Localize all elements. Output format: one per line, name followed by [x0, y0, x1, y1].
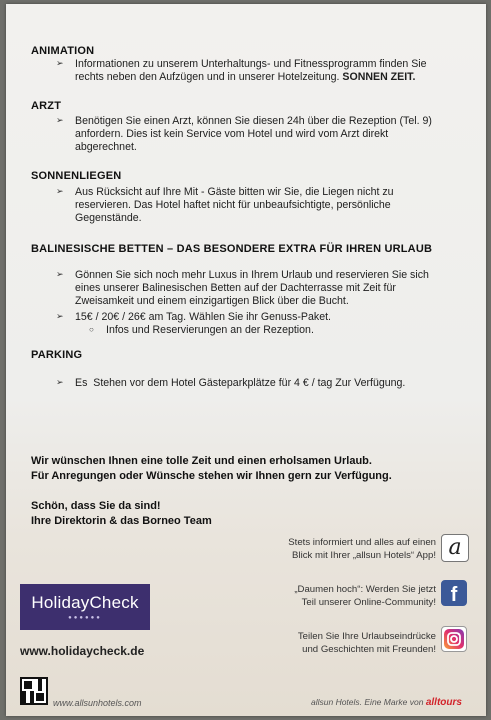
- brand-line: allsun Hotels. Eine Marke von alltours: [311, 697, 462, 708]
- bullet-arrow-icon: ➢: [56, 115, 64, 125]
- facebook-icon[interactable]: f: [441, 580, 467, 606]
- qr-code-icon: [20, 677, 48, 705]
- allsun-app-icon[interactable]: a: [441, 534, 469, 562]
- heading-parking: PARKING: [31, 349, 83, 361]
- bullet-arrow-icon: ➢: [56, 58, 64, 68]
- bullet-arrow-icon: ➢: [56, 186, 64, 196]
- heading-sonnenliegen: SONNENLIEGEN: [31, 170, 122, 182]
- rating-dots: ●●●●●●: [68, 615, 102, 621]
- holidaycheck-logo[interactable]: HolidayCheck ●●●●●●: [20, 584, 150, 630]
- parking-text: Es Stehen vor dem Hotel Gästeparkplätze für 4 € / tag Zur Verfügung.: [75, 377, 406, 389]
- alltours-logo: alltours: [425, 697, 462, 708]
- promo-instagram: Teilen Sie Ihre Urlaubseindrücke und Geschichten mit Freunden!: [297, 631, 436, 655]
- sonnen-zeit-emphasis: SONNEN ZEIT.: [342, 71, 416, 83]
- sonnenliegen-text: Aus Rücksicht auf Ihre Mit - Gäste bitten wir Sie, die Liegen nicht zu reservieren. Das Hotel haftet nicht für unbeaufsichtigte, persönliche Gegenstände.: [75, 186, 394, 224]
- allsun-url[interactable]: www.allsunhotels.com: [53, 698, 142, 708]
- closing-line-1: Wir wünschen Ihnen eine tolle Zeit und einen erholsamen Urlaub.: [31, 455, 372, 467]
- closing-signature: Ihre Direktorin & das Borneo Team: [31, 515, 212, 527]
- heading-arzt: ARZT: [31, 100, 62, 112]
- betten-text: Gönnen Sie sich noch mehr Luxus in Ihrem Urlaub und reservieren Sie sich eines unserer Balinesischen Betten auf der Dachterrasse mit Zeit für Zweisamkeit und einem einzigartigen Blick über die Bucht.: [75, 269, 429, 307]
- heading-animation: ANIMATION: [31, 45, 95, 57]
- promo-app: Stets informiert und alles auf einen Blick mit Ihrer „allsun Hotels“ App!: [288, 537, 436, 561]
- betten-price: 15€ / 20€ / 26€ am Tag. Wählen Sie ihr Genuss-Paket.: [75, 311, 331, 323]
- arzt-text: Benötigen Sie einen Arzt, können Sie diesen 24h über die Rezeption (Tel. 9) anfordern. Dies ist kein Service vom Hotel und wird vom Arzt direkt abgerechnet.: [75, 115, 432, 153]
- closing-line-3: Schön, dass Sie da sind!: [31, 500, 161, 512]
- animation-line-1: Informationen zu unserem Unterhaltungs- und Fitnessprogramm finden Sie: [75, 58, 427, 70]
- betten-reservation: Infos und Reservierungen an der Rezeption.: [106, 324, 314, 336]
- sub-bullet-circle-icon: ○: [89, 325, 94, 334]
- closing-line-2: Für Anregungen oder Wünsche stehen wir Ihnen gern zur Verfügung.: [31, 470, 392, 482]
- info-page: [6, 4, 486, 716]
- promo-facebook: „Daumen hoch“: Werden Sie jetzt Teil unserer Online-Community!: [294, 584, 436, 608]
- heading-balinesische-betten: BALINESISCHE BETTEN – DAS BESONDERE EXTRA FÜR IHREN URLAUB: [31, 243, 433, 255]
- bullet-arrow-icon: ➢: [56, 269, 64, 279]
- holidaycheck-url[interactable]: www.holidaycheck.de: [20, 644, 145, 658]
- instagram-glyph: [443, 628, 465, 650]
- instagram-icon[interactable]: [441, 626, 467, 652]
- animation-line-2: rechts neben den Aufzügen und in unserer Hotelzeitung. SONNEN ZEIT.: [75, 71, 416, 83]
- animation-text: [75, 58, 475, 84]
- bullet-arrow-icon: ➢: [56, 311, 64, 321]
- bullet-arrow-icon: ➢: [56, 377, 64, 387]
